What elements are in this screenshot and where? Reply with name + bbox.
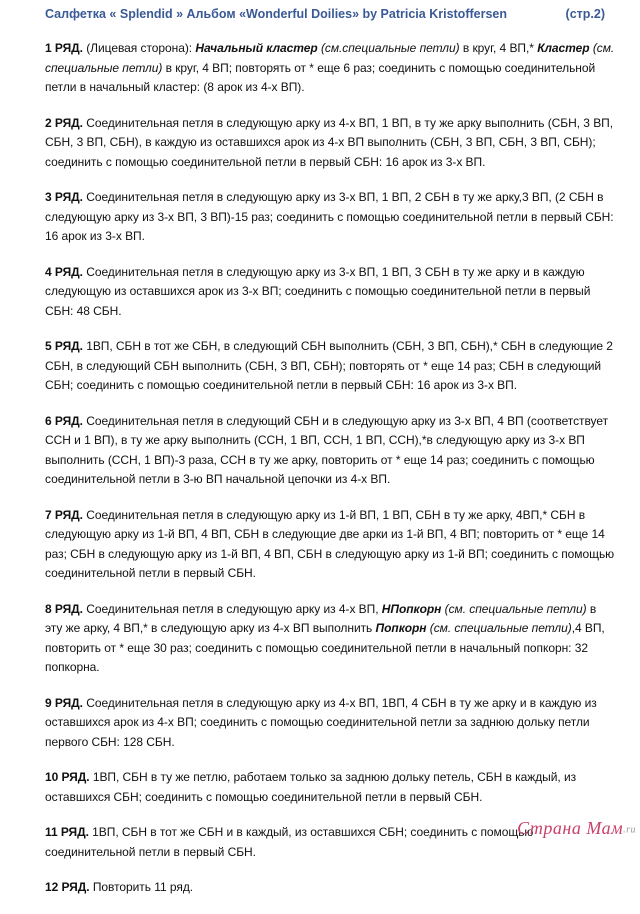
row-number: 2 РЯД. [45, 115, 83, 130]
row-text: Соединительная петля в следующую арку из 3-х ВП, 1 ВП, 3 СБН в ту же арку и в каждую следующую из оставшихся арок из 3-х ВП; соединить с помощью соединительной петли в первый СБН: 48 СБН. [45, 264, 591, 318]
row-number: 6 РЯД. [45, 413, 83, 428]
row-text: Соединительная петля в следующий СБН и в следующую арку из 3-х ВП, 4 ВП (соответствует ССН и 1 ВП), в ту же арку выполнить (ССН, 1 ВП, ССН, 1 ВП, ССН),*в следующую арку из 3-х ВП выполнить (ССН, 1 ВП)-3 раза, ССН в ту же арку, повторить от * еще 14 раз; соединить с помощью соединительной петли в 3-ю ВП начальной цепочки из 4-х ВП. [45, 413, 609, 486]
row-text: Соединительная петля в следующую арку из 1-й ВП, 1 ВП, СБН в ту же арку, 4ВП,* СБН в следующую арку из 1-й ВП, 4 ВП, СБН в следующие две арки из 1-й ВП, 4 ВП; повторить от * еще 14 раз; СБН в следующую арку из 1-й ВП, 4 ВП, СБН в следующую арку из 1-й ВП; соединить с помощью соединительной петли в первый СБН. [45, 507, 615, 580]
watermark-logo [517, 818, 636, 839]
row-number: 9 РЯД. [45, 695, 83, 710]
stitch-note: (см. специальные петли) [441, 601, 587, 616]
stitch-note: (см. специальные петли) [426, 621, 572, 635]
instruction-row [45, 114, 615, 173]
instruction-row [45, 878, 615, 898]
row-text: в эту же арку, 4 ВП,* в следующую арку из 4-х ВП выполнить [45, 601, 597, 635]
row-text: Соединительная петля в следующую арку из 4-х ВП, 1 ВП, в ту же арку выполнить (СБН, 3 ВП, СБН, 3 ВП, СБН), в каждую из оставшихся арок из 4-х ВП выполнить (СБН, 3 ВП, СБН, 3 ВП, СБН); соединить с помощью соединительной петли в первый СБН: 16 арок из 3-х ВП. [45, 115, 614, 169]
row-text: 1ВП, СБН в ту же петлю, работаем только за заднюю дольку петель, СБН в каждый, из оставшихся СБН; соединить с помощью соединительной петли в первый СБН. [45, 770, 577, 804]
stitch-term: Начальный кластер [195, 41, 318, 55]
instruction-row [45, 39, 615, 98]
instruction-row [45, 600, 615, 678]
document-title: Салфетка « Splendid » Альбом «Wonderful Doilies» by Patricia Kristoffersen [45, 7, 507, 21]
row-number: 1 РЯД. [45, 41, 83, 55]
row-text: 1ВП, СБН в тот же СБН и в каждый, из оставшихся СБН; соединить с помощью соединительной петли в первый СБН. [45, 825, 534, 859]
instruction-row [45, 337, 615, 396]
row-text: Соединительная петля в следующую арку из 3-х ВП, 1 ВП, 2 СБН в ту же арку,3 ВП, (2 СБН в следующую арку из 3-х ВП, 3 ВП)-15 раз; соединить с помощью соединительной петли в первый СБН: 16 арок из 3-х ВП. [45, 190, 614, 243]
stitch-note: (см. специальные петли) [45, 41, 615, 75]
row-number: 10 РЯД. [45, 770, 90, 784]
row-number: 8 РЯД. [45, 601, 83, 616]
stitch-term: Попкорн [375, 621, 427, 635]
instruction-rows [45, 39, 615, 914]
instruction-row [45, 263, 615, 322]
row-number: 12 РЯД. [45, 880, 90, 894]
instruction-row [45, 506, 615, 584]
row-text: Соединительная петля в следующую арку из 4-х ВП, 1ВП, 4 СБН в ту же арку и в каждую из оставшихся арок из 4-х ВП; соединить с помощью соединительной петли за заднюю дольку петли первого СБН: 128 СБН. [45, 695, 597, 749]
instruction-row [45, 412, 615, 490]
instruction-row [45, 694, 615, 753]
row-text: в круг, 4 ВП; повторять от * еще 6 раз; соединить с помощью соединительной петли в начальный кластер: (8 арок из 4-х ВП). [45, 60, 596, 94]
row-text: Соединительная петля в следующую арку из 4-х ВП, [82, 601, 382, 616]
row-number: 3 РЯД. [45, 190, 83, 204]
stitch-term: НПопкорн [381, 601, 442, 616]
page-header [45, 6, 615, 26]
stitch-term: Кластер [537, 41, 590, 55]
row-text: ,4 ВП, повторить от * еще 30 раз; соединить с помощью соединительной петли в начальный попкорн: 32 попкорна. [45, 621, 605, 674]
row-text: (Лицевая сторона): [82, 41, 196, 55]
row-number: 4 РЯД. [45, 264, 83, 279]
row-number: 11 РЯД. [45, 825, 89, 839]
row-text: в круг, 4 ВП,* [459, 41, 538, 55]
row-text: Повторить 11 ряд. [89, 880, 194, 894]
stitch-note: (см.специальные петли) [317, 41, 460, 55]
instruction-row [45, 768, 615, 807]
page-number: (стр.2) [565, 7, 605, 21]
row-text: 1ВП, СБН в тот же СБН, в следующий СБН выполнить (СБН, 3 ВП, СБН),* СБН в следующие 2 СБН, в следующий СБН выполнить (СБН, 3 ВП, СБН); повторять от * еще 14 раз; СБН в следующий СБН; соединить с помощью соединительной петли в первый СБН: 16 арок из 3-х ВП. [45, 339, 613, 392]
instruction-row [45, 188, 615, 247]
watermark-suffix: .ru [623, 824, 636, 836]
row-number: 5 РЯД. [45, 339, 83, 353]
row-number: 7 РЯД. [45, 507, 83, 522]
watermark-text: Страна Мам [517, 818, 624, 838]
